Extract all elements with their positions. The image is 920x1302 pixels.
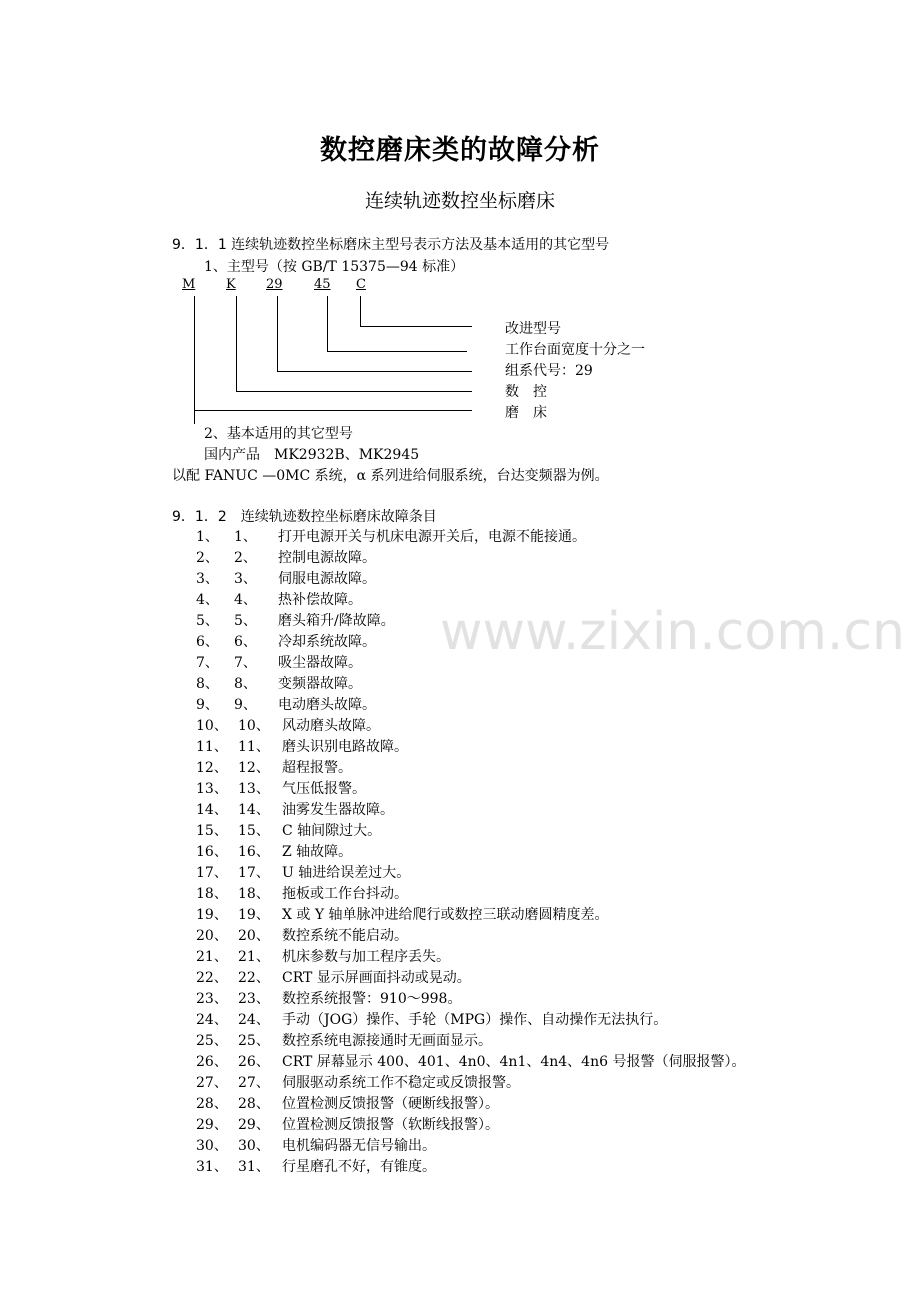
- section-heading-9-1-1: 9．1．1 连续轨迹数控坐标磨床主型号表示方法及基本适用的其它型号: [172, 237, 610, 253]
- item-subnumber: 6、: [234, 634, 257, 650]
- item-subnumber: 8、: [234, 676, 257, 692]
- list-item: [196, 652, 362, 672]
- item-text: 数控系统电源接通时无画面显示。: [282, 1033, 492, 1049]
- item-subnumber: 10、: [238, 718, 270, 734]
- item-subnumber: 30、: [238, 1138, 270, 1154]
- item-number: 12、: [196, 760, 228, 776]
- list-item: [196, 799, 394, 819]
- item-text: 磨头箱升/降故障。: [278, 613, 395, 629]
- item-number: 9、: [196, 697, 219, 713]
- item-text: 冷却系统故障。: [278, 634, 376, 650]
- item-number: 2、: [196, 550, 219, 566]
- list-item: [196, 526, 586, 546]
- item-text: 变频器故障。: [278, 676, 362, 692]
- item-number: 21、: [196, 949, 228, 965]
- item-number: 17、: [196, 865, 228, 881]
- list-item: [196, 904, 609, 924]
- item-number: 30、: [196, 1138, 228, 1154]
- item-subnumber: 27、: [238, 1075, 270, 1091]
- item-number: 23、: [196, 991, 228, 1007]
- item-text: 热补偿故障。: [278, 592, 362, 608]
- list-item: [196, 715, 380, 735]
- item-subnumber: 2、: [234, 550, 257, 566]
- item-subnumber: 3、: [234, 571, 257, 587]
- model-code-m: M: [182, 277, 196, 292]
- list-item: [196, 610, 395, 630]
- item-number: 7、: [196, 655, 219, 671]
- item-number: 31、: [196, 1159, 228, 1175]
- item-subnumber: 5、: [234, 613, 257, 629]
- diagram-line: [194, 410, 472, 411]
- item-subnumber: 1、: [234, 529, 257, 545]
- item-number: 19、: [196, 907, 228, 923]
- item-subnumber: 26、: [238, 1054, 270, 1070]
- item-text: CRT 屏幕显示 400、401、4n0、4n1、4n4、4n6 号报警（伺服报警）。: [282, 1054, 746, 1070]
- item-number: 13、: [196, 781, 228, 797]
- list-item: [196, 1051, 745, 1071]
- item-subnumber: 9、: [234, 697, 257, 713]
- item-number: 15、: [196, 823, 228, 839]
- item-text: Z 轴故障。: [282, 844, 353, 860]
- item-text: 超程报警。: [282, 760, 352, 776]
- item-number: 1、: [196, 529, 219, 545]
- item-text: 电机编码器无信号输出。: [282, 1138, 436, 1154]
- item-text: 数控系统报警：910～998。: [282, 991, 462, 1007]
- item-text: 行星磨孔不好，有锥度。: [282, 1159, 436, 1175]
- item-number: 28、: [196, 1096, 228, 1112]
- list-item: [196, 820, 381, 840]
- item-subnumber: 17、: [238, 865, 270, 881]
- label-grinder: 磨 床: [505, 405, 547, 421]
- item-text: CRT 显示屏画面抖动或晃动。: [282, 970, 471, 986]
- list-item: [196, 946, 450, 966]
- list-item: [196, 568, 376, 588]
- item-subnumber: 24、: [238, 1012, 270, 1028]
- item-subnumber: 21、: [238, 949, 270, 965]
- item-text: 数控系统不能启动。: [282, 928, 408, 944]
- item-number: 26、: [196, 1054, 228, 1070]
- item-number: 16、: [196, 844, 228, 860]
- item-subnumber: 18、: [238, 886, 270, 902]
- other-models-label: 2、基本适用的其它型号: [204, 426, 353, 442]
- item-text: 磨头识别电路故障。: [282, 739, 408, 755]
- list-item: [196, 925, 408, 945]
- item-number: 5、: [196, 613, 219, 629]
- item-number: 10、: [196, 718, 228, 734]
- item-number: 24、: [196, 1012, 228, 1028]
- diagram-line: [277, 371, 472, 372]
- item-subnumber: 14、: [238, 802, 270, 818]
- item-subnumber: 13、: [238, 781, 270, 797]
- item-subnumber: 7、: [234, 655, 257, 671]
- item-text: 油雾发生器故障。: [282, 802, 394, 818]
- label-table-width: 工作台面宽度十分之一: [505, 342, 645, 358]
- item-text: 电动磨头故障。: [278, 697, 376, 713]
- domestic-products: 国内产品 MK2932B、MK2945: [204, 447, 420, 463]
- item-number: 29、: [196, 1117, 228, 1133]
- item-subnumber: 19、: [238, 907, 270, 923]
- item-subnumber: 4、: [234, 592, 257, 608]
- label-numeric-control: 数 控: [505, 384, 547, 400]
- list-item: [196, 967, 471, 987]
- item-subnumber: 31、: [238, 1159, 270, 1175]
- item-subnumber: 25、: [238, 1033, 270, 1049]
- list-item: [196, 547, 376, 567]
- item-number: 6、: [196, 634, 219, 650]
- diagram-line: [236, 296, 237, 392]
- list-item: [196, 694, 376, 714]
- item-number: 14、: [196, 802, 228, 818]
- item-number: 22、: [196, 970, 228, 986]
- item-text: 位置检测反馈报警（软断线报警）。: [282, 1117, 499, 1133]
- item-subnumber: 29、: [238, 1117, 270, 1133]
- item-text: C 轴间隙过大。: [282, 823, 382, 839]
- list-item: [196, 1156, 436, 1176]
- item-text: 位置检测反馈报警（硬断线报警）。: [282, 1096, 499, 1112]
- list-item: [196, 841, 352, 861]
- item-number: 4、: [196, 592, 219, 608]
- item-subnumber: 15、: [238, 823, 270, 839]
- item-number: 27、: [196, 1075, 228, 1091]
- diagram-line: [327, 296, 328, 352]
- item-text: 打开电源开关与机床电源开关后，电源不能接通。: [278, 529, 586, 545]
- item-number: 3、: [196, 571, 219, 587]
- list-item: [196, 1114, 499, 1134]
- item-text: 手动（JOG）操作、手轮（MPG）操作、自动操作无法执行。: [282, 1012, 668, 1028]
- model-code-45: 45: [314, 277, 331, 292]
- list-item: [196, 1030, 492, 1050]
- model-code-k: K: [226, 277, 236, 292]
- model-code-29: 29: [266, 277, 283, 292]
- list-item: [196, 862, 410, 882]
- item-text: 伺服驱动系统工作不稳定或反馈报警。: [282, 1075, 520, 1091]
- item-subnumber: 11、: [238, 739, 270, 755]
- list-item: [196, 673, 362, 693]
- item-text: 吸尘器故障。: [278, 655, 362, 671]
- list-item: [196, 589, 362, 609]
- list-item: [196, 757, 352, 777]
- main-model-label: 1、主型号（按 GB/T 15375—94 标准）: [204, 259, 465, 275]
- item-subnumber: 16、: [238, 844, 270, 860]
- item-subnumber: 28、: [238, 1096, 270, 1112]
- section-heading-9-1-2: 9．1．2 连续轨迹数控坐标磨床故障条目: [172, 509, 437, 525]
- item-text: U 轴进给误差过大。: [282, 865, 411, 881]
- item-number: 25、: [196, 1033, 228, 1049]
- item-text: 风动磨头故障。: [282, 718, 380, 734]
- diagram-line: [360, 326, 472, 327]
- label-group-code: 组系代号：29: [505, 363, 593, 379]
- list-item: [196, 736, 408, 756]
- item-subnumber: 12、: [238, 760, 270, 776]
- page-subtitle: 连续轨迹数控坐标磨床: [364, 190, 555, 212]
- item-text: 拖板或工作台抖动。: [282, 886, 408, 902]
- item-number: 11、: [196, 739, 228, 755]
- item-text: 气压低报警。: [282, 781, 366, 797]
- item-number: 18、: [196, 886, 228, 902]
- list-item: [196, 883, 408, 903]
- item-number: 8、: [196, 676, 219, 692]
- diagram-line: [360, 296, 361, 327]
- item-subnumber: 23、: [238, 991, 270, 1007]
- item-subnumber: 22、: [238, 970, 270, 986]
- item-text: 伺服电源故障。: [278, 571, 376, 587]
- diagram-line: [236, 391, 472, 392]
- model-code-c: C: [356, 277, 366, 292]
- item-text: 机床参数与加工程序丢失。: [282, 949, 450, 965]
- list-item: [196, 1093, 499, 1113]
- list-item: [196, 631, 376, 651]
- diagram-line: [277, 296, 278, 372]
- item-subnumber: 20、: [238, 928, 270, 944]
- list-item: [196, 1135, 436, 1155]
- label-improved-model: 改进型号: [505, 321, 561, 337]
- list-item: [196, 778, 366, 798]
- item-text: 控制电源故障。: [278, 550, 376, 566]
- page-title: 数控磨床类的故障分析: [320, 135, 600, 166]
- list-item: [196, 1072, 520, 1092]
- list-item: [196, 1009, 667, 1029]
- item-text: X 或 Y 轴单脉冲进给爬行或数控三联动磨圆精度差。: [282, 907, 609, 923]
- example-system: 以配 FANUC —0MC 系统，α 系列进给伺服系统，台达变频器为例。: [172, 468, 609, 484]
- item-number: 20、: [196, 928, 228, 944]
- diagram-line: [194, 296, 195, 424]
- diagram-line: [327, 351, 467, 352]
- watermark: www.zixin.com.cn: [440, 602, 905, 662]
- list-item: [196, 988, 461, 1008]
